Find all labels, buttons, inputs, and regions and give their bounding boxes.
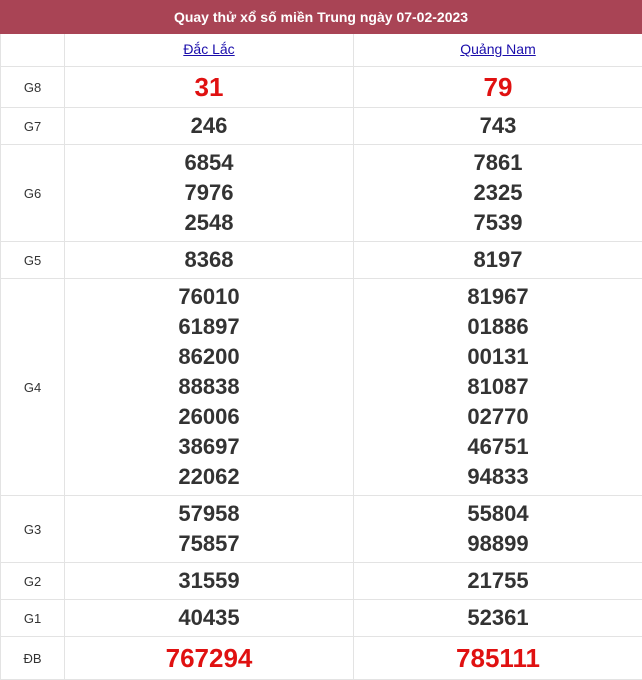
prize-number: 86200 <box>178 344 240 369</box>
prize-number: 75857 <box>178 531 240 556</box>
province-link-dac-lac[interactable]: Đắc Lắc <box>183 41 235 57</box>
page-title: Quay thử xổ số miền Trung ngày 07-02-2023 <box>0 0 642 34</box>
prize-number: 57958 <box>178 501 240 526</box>
prize-number: 2325 <box>473 180 523 205</box>
prize-row-g6 <box>1 145 642 242</box>
prize-number: 22062 <box>178 464 240 489</box>
prize-label: G8 <box>1 67 65 108</box>
prize-number: 7861 <box>473 150 523 175</box>
prize-number: 94833 <box>467 464 529 489</box>
prize-number: 2548 <box>184 210 234 235</box>
prize-number: 02770 <box>467 404 529 429</box>
prize-number: 8197 <box>473 247 523 272</box>
prize-number: 31559 <box>178 568 240 593</box>
prize-number: 40435 <box>178 605 240 630</box>
prize-number: 98899 <box>467 531 529 556</box>
prize-number: 743 <box>479 113 517 138</box>
prize-number: 6854 <box>184 150 234 175</box>
prize-label: G5 <box>1 242 65 279</box>
prize-number: 81967 <box>467 284 529 309</box>
prize-row-g3 <box>1 496 642 563</box>
prize-number: 79 <box>483 72 513 102</box>
prize-label: G1 <box>1 600 65 637</box>
province-header-row <box>1 34 642 67</box>
prize-number: 8368 <box>184 247 234 272</box>
prize-number-special: 767294 <box>165 643 253 673</box>
prize-number: 61897 <box>178 314 240 339</box>
province-cell <box>65 34 354 67</box>
prize-row-g1 <box>1 600 642 637</box>
prize-label: G3 <box>1 496 65 563</box>
prize-number: 26006 <box>178 404 240 429</box>
prize-row-g2 <box>1 563 642 600</box>
prize-number: 38697 <box>178 434 240 459</box>
prize-number: 55804 <box>467 501 529 526</box>
prize-row-g7 <box>1 108 642 145</box>
prize-number: 00131 <box>467 344 529 369</box>
prize-number: 46751 <box>467 434 529 459</box>
prize-number-special: 785111 <box>456 643 540 673</box>
prize-row-db <box>1 637 642 680</box>
prize-label: G4 <box>1 279 65 496</box>
prize-number: 76010 <box>178 284 240 309</box>
prize-number: 01886 <box>467 314 529 339</box>
prize-number: 21755 <box>467 568 529 593</box>
province-cell <box>354 34 642 67</box>
prize-number: 52361 <box>467 605 529 630</box>
prize-label: G2 <box>1 563 65 600</box>
prize-number: 246 <box>190 113 228 138</box>
province-link-quang-nam[interactable]: Quảng Nam <box>460 41 536 57</box>
prize-label: ĐB <box>1 637 65 680</box>
prize-number: 88838 <box>178 374 240 399</box>
corner-cell <box>1 34 65 67</box>
prize-label: G7 <box>1 108 65 145</box>
prize-row-g5 <box>1 242 642 279</box>
prize-number: 7976 <box>184 180 234 205</box>
prize-row-g8 <box>1 67 642 108</box>
prize-row-g4 <box>1 279 642 496</box>
prize-number: 31 <box>194 72 224 102</box>
prize-number: 81087 <box>467 374 529 399</box>
results-table <box>0 34 642 680</box>
prize-number: 7539 <box>473 210 523 235</box>
prize-label: G6 <box>1 145 65 242</box>
